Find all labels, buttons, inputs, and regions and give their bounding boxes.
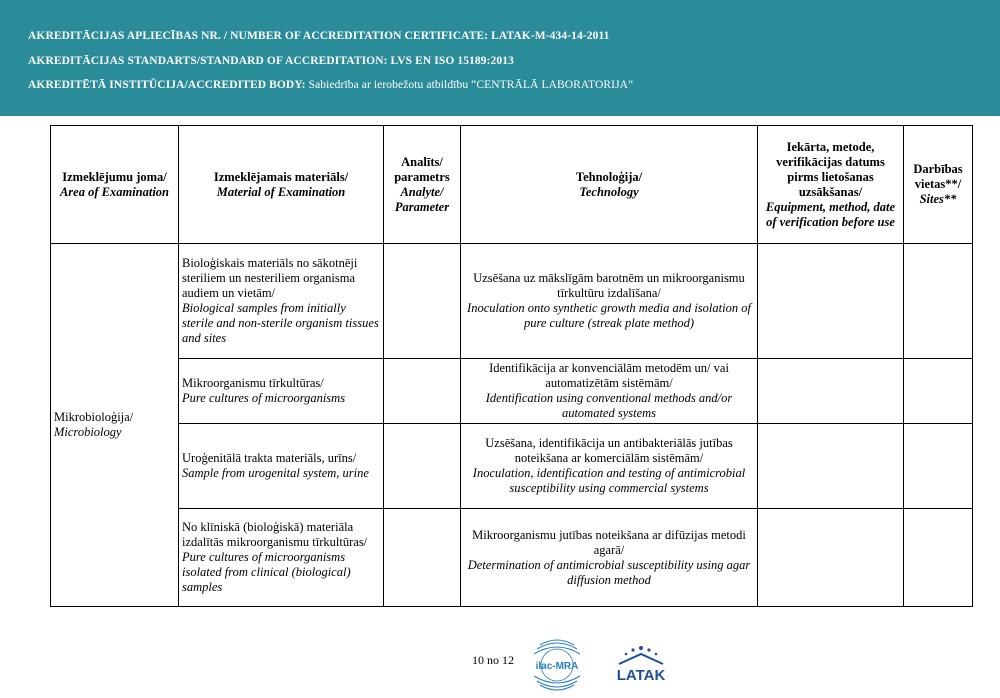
accredited-body-label: AKREDITĒTĀ INSTITŪCIJA/ACCREDITED BODY: [28,79,306,91]
accredited-body [28,79,633,91]
svg-text:LATAK: LATAK [616,667,666,684]
equipment-cell [758,359,904,424]
analyte-cell [384,244,461,359]
area-cell: Mikrobioloģija/ Microbiology [51,244,179,607]
technology-cell: Identifikācija ar konvenciālām metodēm un/ vai automatizētām sistēmām/ Identification using conventional methods and/or automated systems [461,359,758,424]
material-cell: Mikroorganismu tīrkultūras/ Pure cultures of microorganisms [179,359,384,424]
table-row [51,509,973,607]
sites-cell [904,359,973,424]
page-number: 10 no 12 [472,653,514,667]
header-area: Izmeklējumu joma/ Area of Examination [51,126,179,244]
certificate-number: AKREDITĀCIJAS APLIECĪBAS NR. / NUMBER OF ACCREDITATION CERTIFICATE: LATAK-M-434-14-2011 [28,30,610,42]
accreditation-standard: AKREDITĀCIJAS STANDARTS/STANDARD OF ACCREDITATION: LVS EN ISO 15189:2013 [28,55,514,67]
equipment-cell [758,244,904,359]
sites-cell [904,244,973,359]
technology-cell: Uzsēšana, identifikācija un antibakteriālās jutības noteikšana ar komerciālām sistēmām/ Inoculation, identification and testing of antimicrobial susceptibility using commercial systems [461,424,758,509]
analyte-cell [384,424,461,509]
header-equipment: Iekārta, metode, verifikācijas datums pirms lietošanas uzsākšanas/ Equipment, method, date of verification before use [758,126,904,244]
material-cell: No klīniskā (bioloģiskā) materiāla izdalītās mikroorganismu tīrkultūras/ Pure cultures of microorganisms isolated from clinical (biological) samples [179,509,384,607]
material-cell: Uroģenitālā trakta materiāls, urīns/ Sample from urogenital system, urine [179,424,384,509]
table-row [51,424,973,509]
equipment-cell [758,424,904,509]
ilac-mra-logo [528,636,586,694]
technology-cell: Mikroorganismu jutības noteikšana ar difūzijas metodi agarā/ Determination of antimicrobial susceptibility using agar diffusion method [461,509,758,607]
table-header-row [51,126,973,244]
table-row [51,359,973,424]
table-row [51,244,973,359]
header-banner [0,0,1000,116]
sites-cell [904,424,973,509]
technology-cell: Uzsēšana uz mākslīgām barotnēm un mikroorganismu tīrkultūru izdalīšana/ Inoculation onto synthetic growth media and isolation of pure culture (streak plate method) [461,244,758,359]
header-sites: Darbības vietas**/ Sites** [904,126,973,244]
analyte-cell [384,509,461,607]
header-technology: Tehnoloģija/ Technology [461,126,758,244]
accreditation-table [50,125,973,607]
material-cell: Bioloģiskais materiāls no sākotnēji steriliem un nesteriliem organisma audiem un vietām/ Biological samples from initially sterile and non-sterile organism tissues and sites [179,244,384,359]
svg-text:ilac-MRA: ilac-MRA [535,661,579,672]
equipment-cell [758,509,904,607]
accredited-body-value: Sabiedrība ar ierobežotu atbildību “CENTRĀLĀ LABORATORIJA” [308,79,634,91]
header-analyte: Analīts/ parametrs Analyte/ Parameter [384,126,461,244]
latak-logo [605,642,677,684]
sites-cell [904,509,973,607]
header-material: Izmeklējamais materiāls/ Material of Examination [179,126,384,244]
analyte-cell [384,359,461,424]
